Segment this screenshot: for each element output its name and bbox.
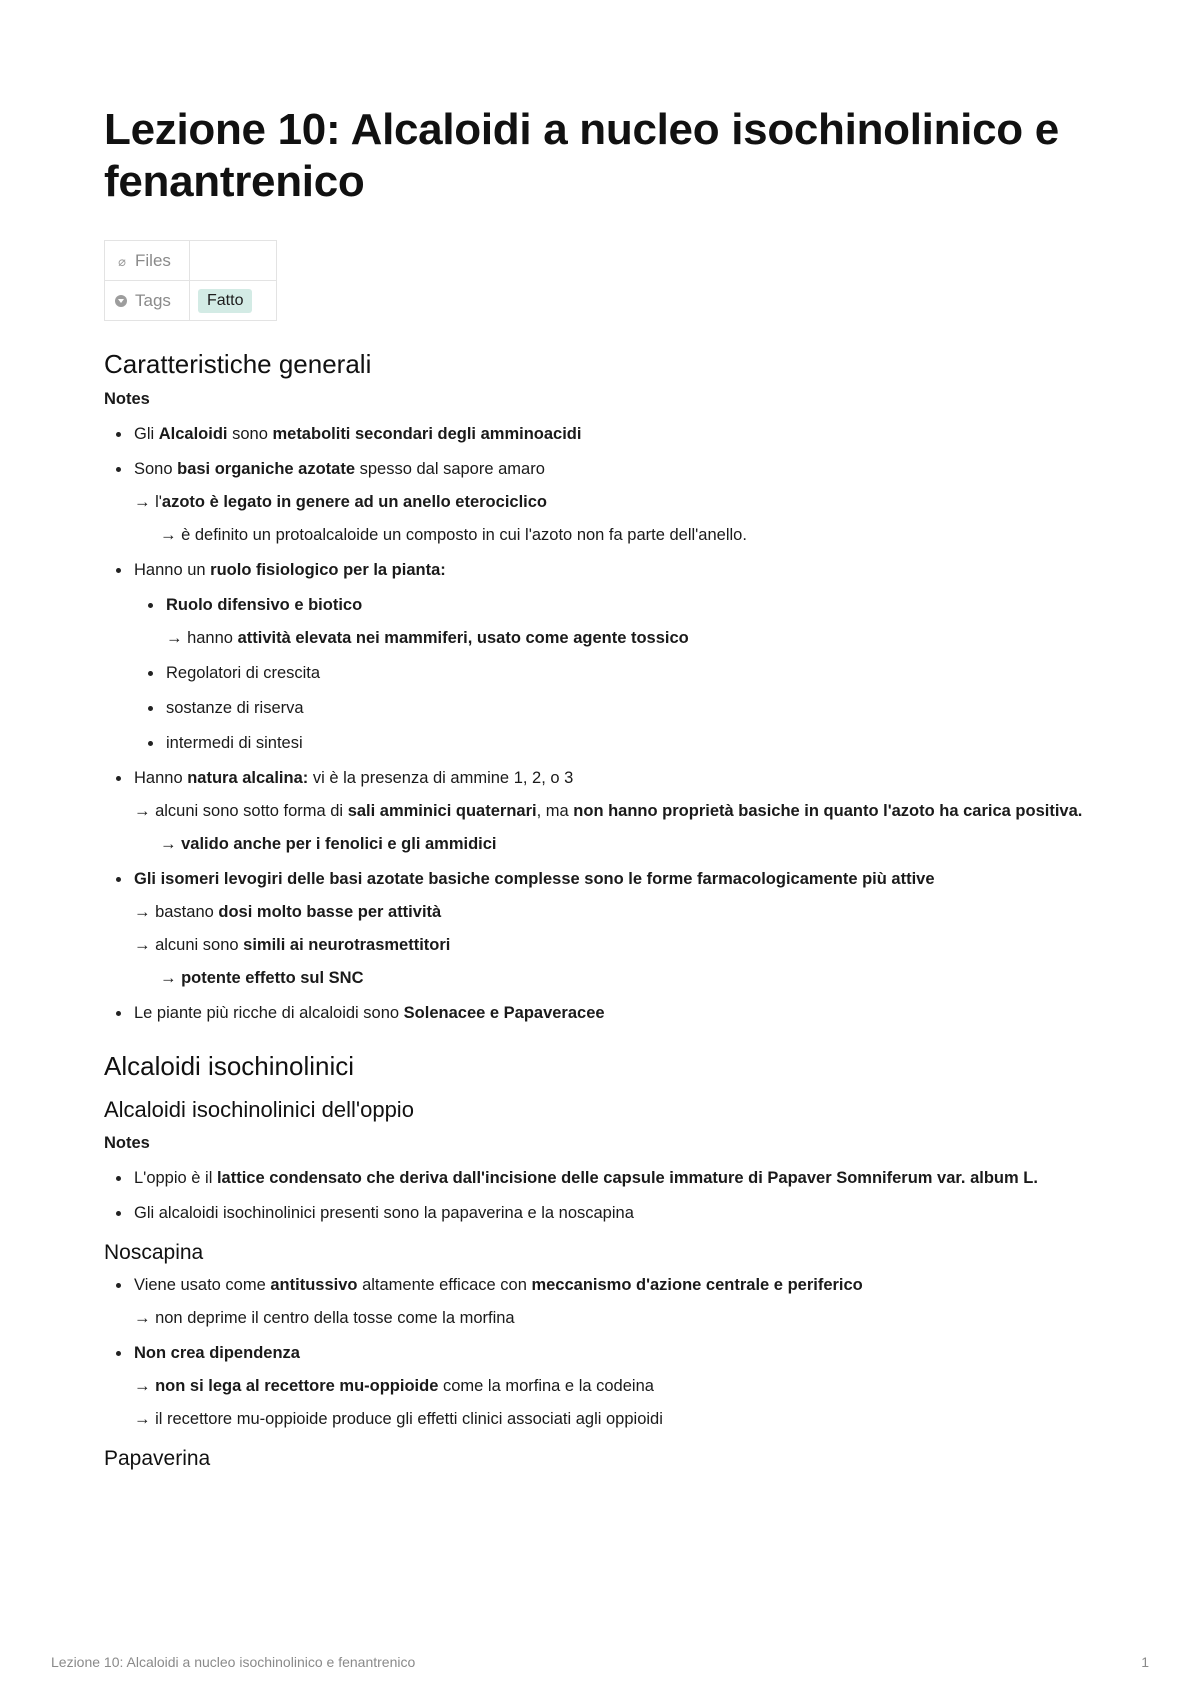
document-page	[104, 104, 1104, 1473]
section-heading-caratteristiche: Caratteristiche generali	[104, 349, 372, 379]
list-item: Ruolo difensivo e biotico	[104, 593, 1104, 617]
dropdown-circle-icon	[115, 295, 127, 307]
notes-list	[104, 1166, 1104, 1225]
list-item: Viene usato come antitussivo altamente efficace con meccanismo d'azione centrale e periferico	[104, 1273, 1104, 1297]
arrow-line: → valido anche per i fenolici e gli ammidici	[160, 835, 497, 853]
property-value-files[interactable]	[190, 241, 277, 281]
subsection-heading-noscapina: Noscapina	[104, 1241, 204, 1264]
arrow-line: → alcuni sono simili ai neurotrasmettitori	[134, 936, 451, 954]
property-row-files	[105, 241, 277, 281]
arrow-line: → alcuni sono sotto forma di sali amminici quaternari, ma non hanno proprietà basiche in quanto l'azoto ha carica positiva.	[134, 802, 1083, 820]
section-heading-isochinolinici: Alcaloidi isochinolinici	[104, 1051, 355, 1081]
list-item: Regolatori di crescita	[104, 661, 1104, 685]
property-key-files: ⌀ Files	[105, 241, 190, 281]
arrow-line: → bastano dosi molto basse per attività	[134, 903, 442, 921]
noscapina-list	[104, 1273, 1104, 1431]
arrow-line: → l'azoto è legato in genere ad un anello eterociclico	[134, 493, 547, 511]
arrow-line: → il recettore mu-oppioide produce gli effetti clinici associati agli oppioidi	[134, 1410, 663, 1428]
property-row-tags	[105, 281, 277, 321]
list-item: intermedi di sintesi	[104, 731, 1104, 755]
arrow-line: → non deprime il centro della tosse come la morfina	[134, 1309, 515, 1327]
page-number: 1	[1141, 1654, 1149, 1670]
page-title: Lezione 10: Alcaloidi a nucleo isochinolinico e fenantrenico	[104, 105, 1059, 206]
arrow-line: → potente effetto sul SNC	[160, 969, 364, 987]
notes-label: Notes	[104, 1134, 150, 1152]
list-item: Non crea dipendenza	[104, 1341, 1104, 1365]
list-item: Gli isomeri levogiri delle basi azotate basiche complesse sono le forme farmacologicamente più attive	[104, 867, 1104, 891]
list-item: Hanno un ruolo fisiologico per la pianta:	[104, 558, 1104, 582]
arrow-line: → non si lega al recettore mu-oppioide come la morfina e la codeina	[134, 1377, 654, 1395]
notes-label: Notes	[104, 390, 150, 408]
list-item: sostanze di riserva	[104, 696, 1104, 720]
list-item: Sono basi organiche azotate spesso dal sapore amaro	[104, 457, 1104, 481]
list-item: Gli alcaloidi isochinolinici presenti sono la papaverina e la noscapina	[104, 1201, 1104, 1225]
subsection-heading-papaverina: Papaverina	[104, 1447, 211, 1470]
notes-list	[104, 422, 1104, 1025]
properties-table	[104, 240, 277, 321]
subsection-heading-oppio: Alcaloidi isochinolinici dell'oppio	[104, 1097, 414, 1122]
property-value-tags[interactable]	[190, 281, 277, 321]
list-item: Gli Alcaloidi sono metaboliti secondari degli amminoacidi	[104, 422, 1104, 446]
list-item: L'oppio è il lattice condensato che deriva dall'incisione delle capsule immature di Papaver Somniferum var. album L.	[104, 1166, 1104, 1190]
page-footer	[51, 1654, 1149, 1670]
footer-title: Lezione 10: Alcaloidi a nucleo isochinolinico e fenantrenico	[51, 1654, 416, 1670]
list-item: Hanno natura alcalina: vi è la presenza di ammine 1, 2, o 3	[104, 766, 1104, 790]
property-key-tags: Tags	[105, 281, 190, 321]
list-item: Le piante più ricche di alcaloidi sono Solenacee e Papaveracee	[104, 1001, 1104, 1025]
arrow-line: → hanno attività elevata nei mammiferi, usato come agente tossico	[166, 629, 689, 647]
arrow-line: → è definito un protoalcaloide un composto in cui l'azoto non fa parte dell'anello.	[160, 526, 747, 544]
paperclip-icon: ⌀	[118, 253, 126, 269]
status-badge[interactable]: Fatto	[198, 289, 252, 313]
